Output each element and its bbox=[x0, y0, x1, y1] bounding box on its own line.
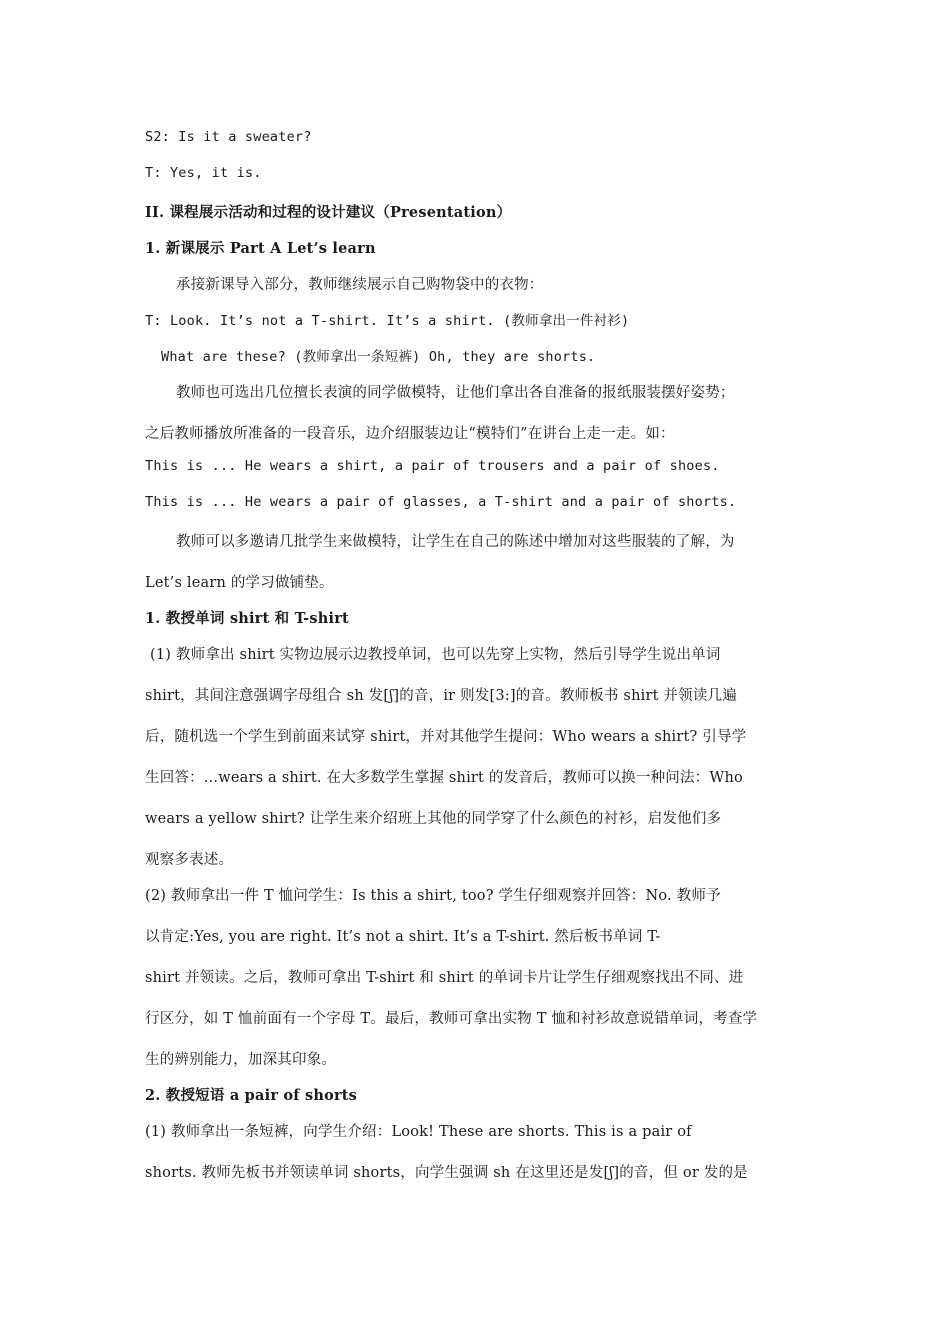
paragraph-line: 教师可以多邀请几批学生来做模特，让学生在自己的陈述中增加对这些服装的了解，为 bbox=[176, 534, 735, 550]
dialogue-line: What are these? (教师拿出一条短裤) Oh, they are shorts. bbox=[161, 349, 596, 365]
paragraph-line: 行区分，如 T 恤前面有一个字母 T。最后，教师可拿出实物 T 恤和衬衫故意说错单词，考查学 bbox=[145, 1011, 758, 1027]
example-sentence: This is ... He wears a shirt, a pair of trousers and a pair of shoes. bbox=[145, 458, 720, 474]
paragraph-line: 观察多表述。 bbox=[145, 852, 234, 868]
dialogue-line: S2: Is it a sweater? bbox=[145, 129, 312, 145]
paragraph-line: 生回答：...wears a shirt. 在大多数学生掌握 shirt 的发音后，教师可以换一种问法：Who bbox=[145, 770, 743, 786]
paragraph-line: 教师也可选出几位擅长表演的同学做模特，让他们拿出各自准备的报纸服装摆好姿势； bbox=[176, 385, 735, 401]
paragraph-line: 生的辨别能力，加深其印象。 bbox=[145, 1052, 337, 1068]
paragraph-line: wears a yellow shirt? 让学生来介绍班上其他的同学穿了什么颜色的衬衫，启发他们多 bbox=[145, 811, 722, 827]
dialogue-line: T: Yes, it is. bbox=[145, 165, 262, 181]
subsection-heading: 1. 新课展示 Part A Let’s learn bbox=[145, 240, 376, 257]
paragraph-line: (1) 教师拿出一条短裤，向学生介绍：Look! These are shorts. This is a pair of bbox=[145, 1124, 692, 1140]
paragraph-line: Let’s learn 的学习做铺垫。 bbox=[145, 575, 334, 591]
paragraph-line: (2) 教师拿出一件 T 恤问学生：Is this a shirt, too? 学生仔细观察并回答：No. 教师予 bbox=[145, 888, 721, 904]
subsection-heading: 2. 教授短语 a pair of shorts bbox=[145, 1087, 358, 1104]
example-sentence: This is ... He wears a pair of glasses, a T-shirt and a pair of shorts. bbox=[145, 494, 737, 510]
paragraph-line: (1) 教师拿出 shirt 实物边展示边教授单词，也可以先穿上实物，然后引导学生说出单词 bbox=[150, 647, 721, 663]
paragraph-line: shirt 并领读。之后，教师可拿出 T-shirt 和 shirt 的单词卡片让学生仔细观察找出不同、进 bbox=[145, 970, 744, 986]
paragraph-line: 后，随机选一个学生到前面来试穿 shirt，并对其他学生提问：Who wears a shirt? 引导学 bbox=[145, 729, 747, 745]
dialogue-line: T: Look. It’s not a T-shirt. It’s a shirt. (教师拿出一件衬衫) bbox=[145, 313, 630, 329]
paragraph-line: 承接新课导入部分，教师继续展示自己购物袋中的衣物： bbox=[176, 277, 544, 293]
paragraph-line: 以肯定:Yes, you are right. It’s not a shirt. It’s a T-shirt. 然后板书单词 T- bbox=[145, 929, 661, 945]
subsection-heading: 1. 教授单词 shirt 和 T-shirt bbox=[145, 610, 349, 627]
paragraph-line: shorts. 教师先板书并领读单词 shorts，向学生强调 sh 在这里还是发[ʃ]的音，但 or 发的是 bbox=[145, 1165, 748, 1181]
paragraph-line: 之后教师播放所准备的一段音乐，边介绍服装边让“模特们”在讲台上走一走。如： bbox=[145, 426, 675, 442]
section-heading: II. 课程展示活动和过程的设计建议（Presentation） bbox=[145, 204, 512, 221]
paragraph-line: shirt，其间注意强调字母组合 sh 发[ʃ]的音，ir 则发[3:]的音。教师板书 shirt 并领读几遍 bbox=[145, 688, 737, 704]
